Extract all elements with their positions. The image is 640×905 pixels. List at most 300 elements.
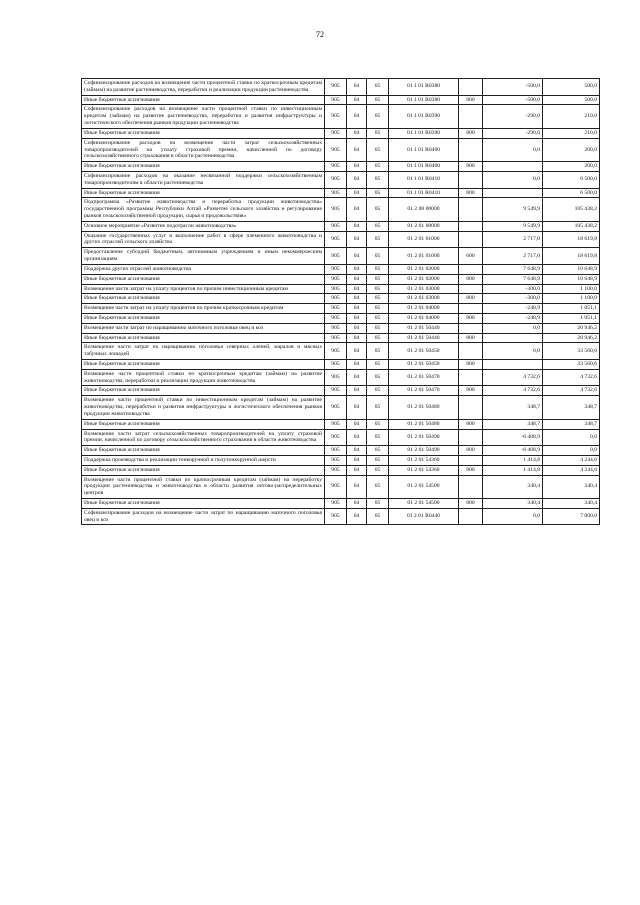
row-total-amount-cell: 10 648,9 xyxy=(543,264,600,274)
table-row xyxy=(82,323,600,333)
row-expense-type-cell xyxy=(459,396,483,419)
row-expense-type-cell xyxy=(459,284,483,294)
row-total-amount-cell: 10 648,9 xyxy=(543,274,600,284)
row-change-amount-cell: 0,0 xyxy=(483,343,543,360)
row-change-amount-cell: 348,7 xyxy=(483,396,543,419)
table-row xyxy=(82,333,600,343)
table-row xyxy=(82,284,600,294)
row-change-amount-cell: 1 414,8 xyxy=(483,455,543,465)
row-change-amount-cell: 340,4 xyxy=(483,499,543,509)
row-subsection-cell: 05 xyxy=(367,333,389,343)
row-total-amount-cell: 348,7 xyxy=(543,396,600,419)
table-row xyxy=(82,79,600,96)
row-expense-type-cell xyxy=(459,198,483,221)
row-section-cell: 04 xyxy=(347,248,367,265)
row-expense-type-cell xyxy=(459,231,483,248)
row-grbs-cell: 905 xyxy=(325,138,347,161)
row-name-cell: Поддержка производства и реализации тонкорунной и полутонкорунной шерсти xyxy=(82,455,325,465)
row-name-cell: Иные бюджетные ассигнования xyxy=(82,499,325,509)
row-change-amount-cell: 7 648,9 xyxy=(483,264,543,274)
row-grbs-cell: 905 xyxy=(325,499,347,509)
row-subsection-cell: 05 xyxy=(367,105,389,128)
row-total-amount-cell: 0,0 xyxy=(543,446,600,456)
row-grbs-cell: 905 xyxy=(325,475,347,498)
row-expense-type-cell: 800 xyxy=(459,95,483,105)
row-target-article-cell: 01 2 01 50480 xyxy=(389,419,459,429)
row-expense-type-cell: 800 xyxy=(459,360,483,370)
row-expense-type-cell xyxy=(459,343,483,360)
row-subsection-cell: 05 xyxy=(367,343,389,360)
row-subsection-cell: 05 xyxy=(367,221,389,231)
table-row xyxy=(82,105,600,128)
row-target-article-cell: 01 2 01 02000 xyxy=(389,264,459,274)
row-name-cell: Возмещение части процентной ставки по инвестиционным кредитам (займам) на развитие животноводства, переработки и развития инфраструктуры и логистического обеспечения рынков продукции животноводства xyxy=(82,396,325,419)
row-expense-type-cell xyxy=(459,171,483,188)
row-expense-type-cell xyxy=(459,429,483,446)
table-row xyxy=(82,465,600,475)
row-grbs-cell: 905 xyxy=(325,508,347,525)
row-grbs-cell: 905 xyxy=(325,465,347,475)
row-name-cell: Софинансирование расходов на оказание несвязанной поддержки сельскохозяйственным товаропроизводителям в области растениеводства xyxy=(82,171,325,188)
row-grbs-cell: 905 xyxy=(325,360,347,370)
row-total-amount-cell: 348,7 xyxy=(543,419,600,429)
row-grbs-cell: 905 xyxy=(325,386,347,396)
row-change-amount-cell: 1 414,8 xyxy=(483,465,543,475)
row-total-amount-cell: 33 560,6 xyxy=(543,343,600,360)
row-change-amount-cell: 0,0 xyxy=(483,138,543,161)
table-row xyxy=(82,446,600,456)
row-change-amount-cell xyxy=(483,333,543,343)
row-name-cell: Иные бюджетные ассигнования xyxy=(82,294,325,304)
row-grbs-cell: 905 xyxy=(325,221,347,231)
row-name-cell: Иные бюджетные ассигнования xyxy=(82,162,325,172)
row-section-cell: 04 xyxy=(347,446,367,456)
row-grbs-cell: 905 xyxy=(325,333,347,343)
row-name-cell: Подпрограмма «Развитие животноводства и переработка продукции животноводства» государственной программы Республики Алтай «Развитие сельского хозяйства и регулирование рынков сельскохозяйственной продукции, сырья и продовольствия» xyxy=(82,198,325,221)
row-total-amount-cell: 1 100,0 xyxy=(543,284,600,294)
row-total-amount-cell: 33 560,6 xyxy=(543,360,600,370)
row-target-article-cell: 01 2 00 00000 xyxy=(389,198,459,221)
table-row xyxy=(82,138,600,161)
row-target-article-cell: 01 2 01 50470 xyxy=(389,386,459,396)
table-body xyxy=(82,79,600,525)
row-target-article-cell: 01 2 01 R0440 xyxy=(389,508,459,525)
row-section-cell: 04 xyxy=(347,343,367,360)
row-name-cell: Возмещение части процентной ставки по краткосрочным кредитам (займам) на развитие животноводства, переработки и реализации продукции животноводства xyxy=(82,369,325,386)
row-total-amount-cell: 105 438,2 xyxy=(543,221,600,231)
table-row xyxy=(82,171,600,188)
row-subsection-cell: 05 xyxy=(367,313,389,323)
table-row xyxy=(82,304,600,314)
page-number: 72 xyxy=(316,30,324,39)
row-total-amount-cell: 4 244,6 xyxy=(543,455,600,465)
row-grbs-cell: 905 xyxy=(325,188,347,198)
row-expense-type-cell: 800 xyxy=(459,274,483,284)
row-total-amount-cell: 1 100,0 xyxy=(543,294,600,304)
row-change-amount-cell: 4 732,6 xyxy=(483,386,543,396)
row-grbs-cell: 905 xyxy=(325,323,347,333)
row-total-amount-cell: 4 244,6 xyxy=(543,465,600,475)
row-name-cell: Иные бюджетные ассигнования xyxy=(82,419,325,429)
row-total-amount-cell: 105 438,2 xyxy=(543,198,600,221)
row-subsection-cell: 05 xyxy=(367,79,389,96)
row-section-cell: 04 xyxy=(347,284,367,294)
row-name-cell: Возмещение части процентной ставки по краткосрочным кредитам (займам) на переработку продукции растениеводства и животноводства в области развития оптово-распределительных центров xyxy=(82,475,325,498)
row-section-cell: 04 xyxy=(347,499,367,509)
row-expense-type-cell: 800 xyxy=(459,499,483,509)
row-grbs-cell: 905 xyxy=(325,313,347,323)
row-section-cell: 04 xyxy=(347,162,367,172)
row-total-amount-cell: 210,0 xyxy=(543,105,600,128)
row-change-amount-cell: 9 549,9 xyxy=(483,221,543,231)
table-row xyxy=(82,508,600,525)
table-row xyxy=(82,198,600,221)
row-subsection-cell: 05 xyxy=(367,369,389,386)
table-row xyxy=(82,231,600,248)
row-subsection-cell: 05 xyxy=(367,138,389,161)
row-change-amount-cell: -6 408,9 xyxy=(483,446,543,456)
row-target-article-cell: 01 2 01 54360 xyxy=(389,465,459,475)
row-total-amount-cell: 18 619,8 xyxy=(543,231,600,248)
table-row xyxy=(82,313,600,323)
table-row xyxy=(82,95,600,105)
row-target-article-cell: 01 2 01 54500 xyxy=(389,475,459,498)
row-section-cell: 04 xyxy=(347,188,367,198)
row-grbs-cell: 905 xyxy=(325,419,347,429)
row-name-cell: Возмещение части затрат по наращиванию маточного поголовья овец и коз xyxy=(82,323,325,333)
row-grbs-cell: 905 xyxy=(325,198,347,221)
row-subsection-cell: 05 xyxy=(367,128,389,138)
row-total-amount-cell: 200,0 xyxy=(543,138,600,161)
row-section-cell: 04 xyxy=(347,294,367,304)
row-expense-type-cell xyxy=(459,79,483,96)
row-target-article-cell: 01 2 01 02000 xyxy=(389,274,459,284)
row-target-article-cell: 01 2 01 03000 xyxy=(389,284,459,294)
row-section-cell: 04 xyxy=(347,429,367,446)
row-grbs-cell: 905 xyxy=(325,264,347,274)
row-grbs-cell: 905 xyxy=(325,369,347,386)
row-name-cell: Иные бюджетные ассигнования xyxy=(82,95,325,105)
row-section-cell: 04 xyxy=(347,465,367,475)
row-change-amount-cell: 0,0 xyxy=(483,508,543,525)
row-section-cell: 04 xyxy=(347,231,367,248)
table-row xyxy=(82,294,600,304)
row-name-cell: Предоставление субсидий бюджетным, автономным учреждениям и иным некоммерческим организациям xyxy=(82,248,325,265)
row-change-amount-cell: -300,0 xyxy=(483,294,543,304)
row-target-article-cell: 01 2 01 50480 xyxy=(389,396,459,419)
row-expense-type-cell xyxy=(459,105,483,128)
row-target-article-cell: 01 2 01 50450 xyxy=(389,343,459,360)
row-total-amount-cell: 1 051,1 xyxy=(543,313,600,323)
table-row xyxy=(82,162,600,172)
row-subsection-cell: 05 xyxy=(367,386,389,396)
row-target-article-cell: 01 2 01 04000 xyxy=(389,313,459,323)
row-total-amount-cell: 0,0 xyxy=(543,429,600,446)
row-name-cell: Софинансирование расходов на возмещение части процентной ставки по краткосрочным кредитам (займам) на развитие растениеводства, переработки и реализации продукции растениеводства xyxy=(82,79,325,96)
row-target-article-cell: 01 2 01 01000 xyxy=(389,231,459,248)
row-name-cell: Основное мероприятие «Развитие подотрасли животноводства» xyxy=(82,221,325,231)
row-subsection-cell: 05 xyxy=(367,429,389,446)
row-section-cell: 04 xyxy=(347,313,367,323)
row-target-article-cell: 01 2 01 54500 xyxy=(389,499,459,509)
row-subsection-cell: 05 xyxy=(367,396,389,419)
row-target-article-cell: 01 2 01 50490 xyxy=(389,446,459,456)
row-target-article-cell: 01 2 01 50490 xyxy=(389,429,459,446)
table-row xyxy=(82,248,600,265)
row-total-amount-cell: 1 051,1 xyxy=(543,304,600,314)
row-expense-type-cell: 800 xyxy=(459,465,483,475)
table-row xyxy=(82,475,600,498)
row-change-amount-cell: 9 549,9 xyxy=(483,198,543,221)
row-target-article-cell: 01 1 01 R0380 xyxy=(389,79,459,96)
row-expense-type-cell: 800 xyxy=(459,419,483,429)
row-expense-type-cell xyxy=(459,508,483,525)
row-section-cell: 04 xyxy=(347,369,367,386)
row-section-cell: 04 xyxy=(347,79,367,96)
row-change-amount-cell: 2 717,0 xyxy=(483,248,543,265)
row-grbs-cell: 905 xyxy=(325,162,347,172)
row-section-cell: 04 xyxy=(347,264,367,274)
row-name-cell: Иные бюджетные ассигнования xyxy=(82,386,325,396)
row-subsection-cell: 05 xyxy=(367,508,389,525)
row-expense-type-cell xyxy=(459,323,483,333)
table-row xyxy=(82,128,600,138)
row-change-amount-cell: -290,0 xyxy=(483,105,543,128)
row-section-cell: 04 xyxy=(347,455,367,465)
row-expense-type-cell: 800 xyxy=(459,313,483,323)
row-expense-type-cell: 800 xyxy=(459,386,483,396)
row-target-article-cell: 01 2 01 50470 xyxy=(389,369,459,386)
row-name-cell: Поддержка других отраслей животноводства xyxy=(82,264,325,274)
row-subsection-cell: 05 xyxy=(367,188,389,198)
row-name-cell: Возмещение части затрат на уплату процентов по прочим инвестиционным кредитам xyxy=(82,284,325,294)
row-section-cell: 04 xyxy=(347,221,367,231)
row-grbs-cell: 905 xyxy=(325,128,347,138)
row-target-article-cell: 01 2 01 50450 xyxy=(389,360,459,370)
row-total-amount-cell: 200,0 xyxy=(543,162,600,172)
row-subsection-cell: 05 xyxy=(367,284,389,294)
row-subsection-cell: 05 xyxy=(367,446,389,456)
table-row xyxy=(82,369,600,386)
row-section-cell: 04 xyxy=(347,323,367,333)
row-subsection-cell: 05 xyxy=(367,274,389,284)
row-target-article-cell: 01 1 01 R0390 xyxy=(389,105,459,128)
row-change-amount-cell: -500,0 xyxy=(483,79,543,96)
row-name-cell: Возмещение части затрат на уплату процентов по прочим краткосрочным кредитам xyxy=(82,304,325,314)
row-grbs-cell: 905 xyxy=(325,429,347,446)
row-target-article-cell: 01 2 01 54360 xyxy=(389,455,459,465)
row-section-cell: 04 xyxy=(347,475,367,498)
row-target-article-cell: 01 1 01 R0410 xyxy=(389,171,459,188)
row-subsection-cell: 05 xyxy=(367,475,389,498)
row-total-amount-cell: 20 946,2 xyxy=(543,333,600,343)
row-grbs-cell: 905 xyxy=(325,446,347,456)
row-subsection-cell: 05 xyxy=(367,455,389,465)
row-grbs-cell: 905 xyxy=(325,455,347,465)
row-section-cell: 04 xyxy=(347,304,367,314)
row-name-cell: Возмещение части затрат по наращиванию поголовья северных оленей, маралов и мясных табунных лошадей xyxy=(82,343,325,360)
table-row xyxy=(82,264,600,274)
row-section-cell: 04 xyxy=(347,333,367,343)
row-expense-type-cell: 800 xyxy=(459,446,483,456)
table-row xyxy=(82,429,600,446)
row-expense-type-cell xyxy=(459,304,483,314)
row-change-amount-cell: 7 648,9 xyxy=(483,274,543,284)
row-expense-type-cell xyxy=(459,455,483,465)
row-expense-type-cell: 800 xyxy=(459,294,483,304)
row-name-cell: Иные бюджетные ассигнования xyxy=(82,360,325,370)
row-name-cell: Иные бюджетные ассигнования xyxy=(82,274,325,284)
row-change-amount-cell: 348,7 xyxy=(483,419,543,429)
row-total-amount-cell: 500,0 xyxy=(543,79,600,96)
row-expense-type-cell: 600 xyxy=(459,248,483,265)
table-row xyxy=(82,396,600,419)
row-change-amount-cell: -290,0 xyxy=(483,128,543,138)
row-subsection-cell: 05 xyxy=(367,171,389,188)
row-expense-type-cell xyxy=(459,369,483,386)
row-target-article-cell: 01 2 01 50440 xyxy=(389,333,459,343)
row-target-article-cell: 01 2 01 03000 xyxy=(389,294,459,304)
row-subsection-cell: 05 xyxy=(367,323,389,333)
row-change-amount-cell: -6 408,9 xyxy=(483,429,543,446)
table-row xyxy=(82,343,600,360)
row-section-cell: 04 xyxy=(347,171,367,188)
row-grbs-cell: 905 xyxy=(325,396,347,419)
row-section-cell: 04 xyxy=(347,274,367,284)
row-name-cell: Иные бюджетные ассигнования xyxy=(82,128,325,138)
row-total-amount-cell: 500,0 xyxy=(543,95,600,105)
row-expense-type-cell: 800 xyxy=(459,128,483,138)
row-name-cell: Иные бюджетные ассигнования xyxy=(82,188,325,198)
row-name-cell: Иные бюджетные ассигнования xyxy=(82,313,325,323)
row-grbs-cell: 905 xyxy=(325,304,347,314)
row-section-cell: 04 xyxy=(347,360,367,370)
row-target-article-cell: 01 2 01 50440 xyxy=(389,323,459,333)
row-name-cell: Софинансирование расходов на возмещение части процентной ставки по инвестиционным кредитам (займам) на развитие растениеводства, переработки и развития инфраструктуры и логистического обеспечения рынков продукции растениеводства xyxy=(82,105,325,128)
row-grbs-cell: 905 xyxy=(325,231,347,248)
row-section-cell: 04 xyxy=(347,386,367,396)
row-change-amount-cell: 0,0 xyxy=(483,323,543,333)
row-total-amount-cell: 6 500,0 xyxy=(543,171,600,188)
row-change-amount-cell xyxy=(483,360,543,370)
row-target-article-cell: 01 2 01 00000 xyxy=(389,221,459,231)
table-row xyxy=(82,188,600,198)
table-row xyxy=(82,455,600,465)
row-total-amount-cell: 18 619,8 xyxy=(543,248,600,265)
table-row xyxy=(82,499,600,509)
row-grbs-cell: 905 xyxy=(325,105,347,128)
row-section-cell: 04 xyxy=(347,198,367,221)
row-subsection-cell: 05 xyxy=(367,360,389,370)
table-row xyxy=(82,360,600,370)
row-total-amount-cell: 4 732,6 xyxy=(543,369,600,386)
row-section-cell: 04 xyxy=(347,95,367,105)
row-section-cell: 04 xyxy=(347,138,367,161)
row-grbs-cell: 905 xyxy=(325,294,347,304)
row-target-article-cell: 01 1 01 R0380 xyxy=(389,95,459,105)
row-grbs-cell: 905 xyxy=(325,343,347,360)
row-subsection-cell: 05 xyxy=(367,264,389,274)
row-grbs-cell: 905 xyxy=(325,95,347,105)
row-subsection-cell: 05 xyxy=(367,231,389,248)
row-change-amount-cell: 0,0 xyxy=(483,171,543,188)
row-name-cell: Иные бюджетные ассигнования xyxy=(82,333,325,343)
row-expense-type-cell xyxy=(459,475,483,498)
budget-table xyxy=(81,78,600,525)
row-total-amount-cell: 6 500,0 xyxy=(543,188,600,198)
table-row xyxy=(82,419,600,429)
row-section-cell: 04 xyxy=(347,396,367,419)
row-change-amount-cell xyxy=(483,188,543,198)
row-change-amount-cell: 2 717,0 xyxy=(483,231,543,248)
row-total-amount-cell: 340,4 xyxy=(543,475,600,498)
row-expense-type-cell xyxy=(459,264,483,274)
row-subsection-cell: 05 xyxy=(367,294,389,304)
row-change-amount-cell xyxy=(483,162,543,172)
row-section-cell: 04 xyxy=(347,508,367,525)
row-name-cell: Иные бюджетные ассигнования xyxy=(82,446,325,456)
row-subsection-cell: 05 xyxy=(367,248,389,265)
row-name-cell: Софинансирование расходов на возмещение части затрат сельскохозяйственных товаропроизводителей на уплату страховой премии, начисленной по договору сельскохозяйственного страхования в области растениеводства xyxy=(82,138,325,161)
row-expense-type-cell xyxy=(459,138,483,161)
row-expense-type-cell xyxy=(459,221,483,231)
row-grbs-cell: 905 xyxy=(325,248,347,265)
row-target-article-cell: 01 2 01 01000 xyxy=(389,248,459,265)
row-expense-type-cell: 800 xyxy=(459,333,483,343)
row-change-amount-cell: -500,0 xyxy=(483,95,543,105)
row-target-article-cell: 01 1 01 R0400 xyxy=(389,138,459,161)
row-section-cell: 04 xyxy=(347,128,367,138)
row-subsection-cell: 05 xyxy=(367,419,389,429)
row-name-cell: Возмещение части затрат сельскохозяйственных товаропроизводителей на уплату страховой премии, начисленной по договору сельскохозяйственного страхования в области животноводства xyxy=(82,429,325,446)
row-total-amount-cell: 20 946,2 xyxy=(543,323,600,333)
table-row xyxy=(82,274,600,284)
row-subsection-cell: 05 xyxy=(367,465,389,475)
row-expense-type-cell: 800 xyxy=(459,162,483,172)
table-row xyxy=(82,221,600,231)
row-change-amount-cell: 4 732,6 xyxy=(483,369,543,386)
row-total-amount-cell: 4 732,6 xyxy=(543,386,600,396)
row-change-amount-cell: -300,0 xyxy=(483,284,543,294)
row-section-cell: 04 xyxy=(347,419,367,429)
row-subsection-cell: 05 xyxy=(367,304,389,314)
row-name-cell: Оказание государственных услуг и выполнение работ в сфере племенного животноводства и других отраслей сельского хозяйства xyxy=(82,231,325,248)
row-total-amount-cell: 340,4 xyxy=(543,499,600,509)
row-total-amount-cell: 7 000,0 xyxy=(543,508,600,525)
row-subsection-cell: 05 xyxy=(367,95,389,105)
row-total-amount-cell: 210,0 xyxy=(543,128,600,138)
row-grbs-cell: 905 xyxy=(325,284,347,294)
row-grbs-cell: 905 xyxy=(325,274,347,284)
row-grbs-cell: 905 xyxy=(325,171,347,188)
row-subsection-cell: 05 xyxy=(367,198,389,221)
row-change-amount-cell: -248,9 xyxy=(483,304,543,314)
row-target-article-cell: 01 1 01 R0390 xyxy=(389,128,459,138)
row-name-cell: Софинансирование расходов на возмещение части затрат по наращиванию маточного поголовья овец и коз xyxy=(82,508,325,525)
row-target-article-cell: 01 1 01 R0400 xyxy=(389,162,459,172)
row-target-article-cell: 01 2 01 04000 xyxy=(389,304,459,314)
row-subsection-cell: 05 xyxy=(367,499,389,509)
row-change-amount-cell: 340,4 xyxy=(483,475,543,498)
row-grbs-cell: 905 xyxy=(325,79,347,96)
row-section-cell: 04 xyxy=(347,105,367,128)
row-change-amount-cell: -248,9 xyxy=(483,313,543,323)
row-expense-type-cell: 800 xyxy=(459,188,483,198)
row-subsection-cell: 05 xyxy=(367,162,389,172)
row-target-article-cell: 01 1 01 R0410 xyxy=(389,188,459,198)
row-name-cell: Иные бюджетные ассигнования xyxy=(82,465,325,475)
table-row xyxy=(82,386,600,396)
